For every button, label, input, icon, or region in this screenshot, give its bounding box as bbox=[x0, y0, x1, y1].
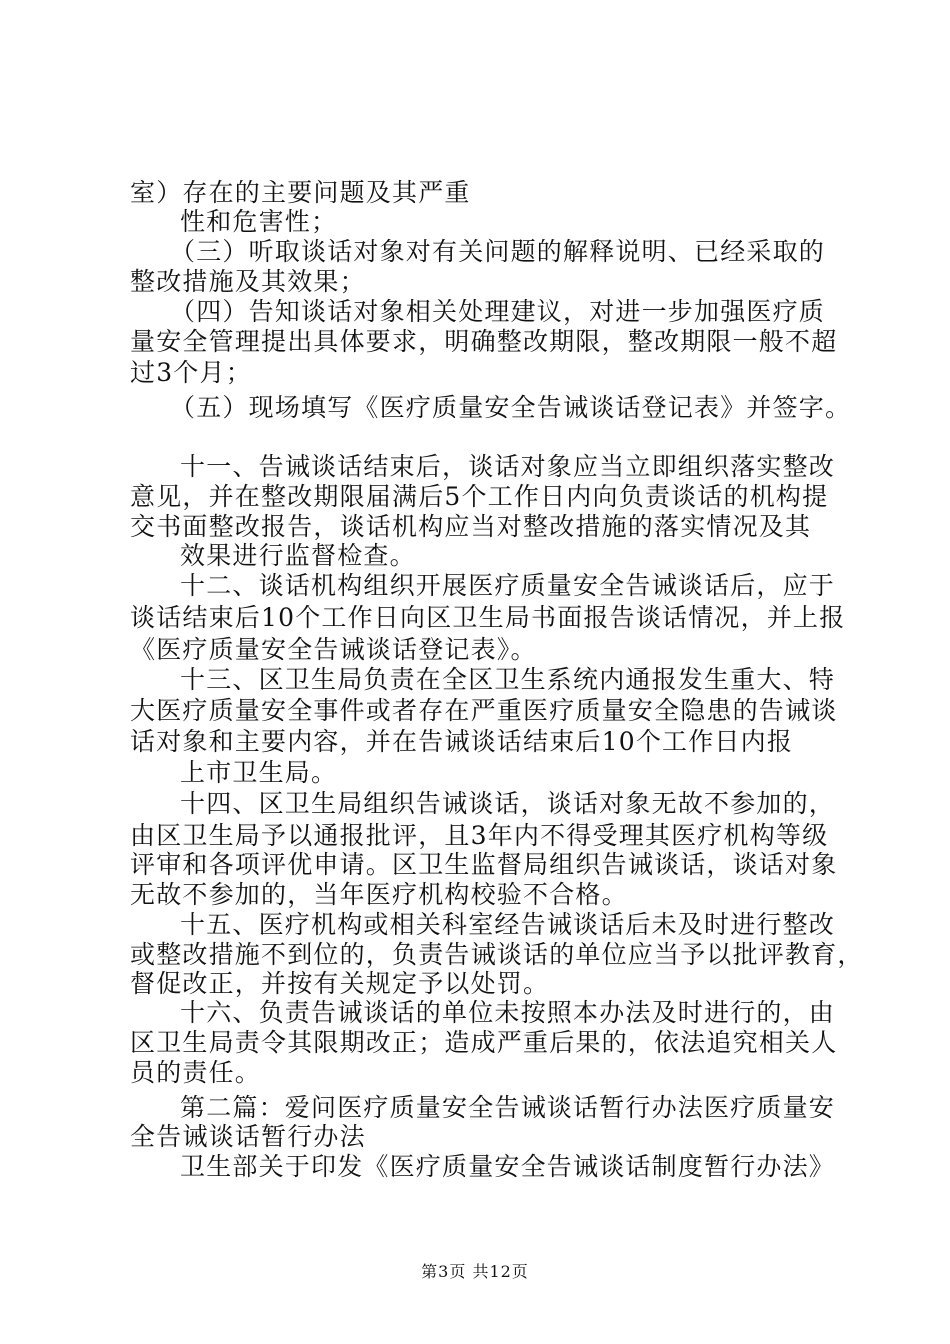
text-line: 性和危害性； bbox=[180, 207, 338, 236]
text-line: （四）告知谈话对象相关处理建议，对进一步加强医疗质 bbox=[170, 297, 826, 326]
text-line: （五）现场填写《医疗质量安全告诫谈话登记表》并签字。 bbox=[170, 393, 852, 422]
text-line: 过3个月； bbox=[130, 358, 252, 387]
text-line: 无故不参加的，当年医疗机构校验不合格。 bbox=[130, 880, 628, 909]
text-line: 效果进行监督检查。 bbox=[180, 541, 416, 570]
text-line: 第二篇：爱问医疗质量安全告诫谈话暂行办法医疗质量安 bbox=[180, 1093, 836, 1122]
text-line: 话对象和主要内容，并在告诫谈话结束后10个工作日内报 bbox=[130, 727, 794, 756]
text-line: 谈话结束后10个工作日向区卫生局书面报告谈话情况，并上报 bbox=[130, 603, 846, 632]
text-line: 上市卫生局。 bbox=[180, 758, 338, 787]
text-line: 十五、医疗机构或相关科室经告诫谈话后未及时进行整改 bbox=[180, 910, 836, 939]
text-line: 督促改正，并按有关规定予以处罚。 bbox=[130, 969, 550, 998]
text-line: 全告诫谈话暂行办法 bbox=[130, 1122, 366, 1151]
text-line: 大医疗质量安全事件或者存在严重医疗质量安全隐患的告诫谈 bbox=[130, 696, 838, 725]
text-line: 十二、谈话机构组织开展医疗质量安全告诫谈话后，应于 bbox=[180, 571, 836, 600]
text-line: 员的责任。 bbox=[130, 1058, 262, 1087]
text-line: 意见，并在整改期限届满后5个工作日内向负责谈话的机构提 bbox=[130, 482, 829, 511]
text-line: 或整改措施不到位的，负责告诫谈话的单位应当予以批评教育， bbox=[130, 940, 864, 969]
text-line: 十一、告诫谈话结束后，谈话对象应当立即组织落实整改 bbox=[180, 452, 836, 481]
text-line: 十六、负责告诫谈话的单位未按照本办法及时进行的，由 bbox=[180, 998, 836, 1027]
text-line: 量安全管理提出具体要求，明确整改期限，整改期限一般不超 bbox=[130, 327, 838, 356]
text-line: 区卫生局责令其限期改正；造成严重后果的，依法追究相关人 bbox=[130, 1028, 838, 1057]
text-line: 整改措施及其效果； bbox=[130, 267, 366, 296]
page-footer: 第3页 共12页 bbox=[421, 1262, 529, 1281]
text-line: 室）存在的主要问题及其严重 bbox=[130, 178, 471, 207]
text-line: 《医疗质量安全告诫谈话登记表》。 bbox=[130, 635, 537, 664]
text-line: 交书面整改报告，谈话机构应当对整改措施的落实情况及其 bbox=[130, 512, 812, 541]
text-line: 十三、区卫生局负责在全区卫生系统内通报发生重大、特 bbox=[180, 665, 836, 694]
text-line: 由区卫生局予以通报批评，且3年内不得受理其医疗机构等级 bbox=[130, 821, 829, 850]
text-line: （三）听取谈话对象对有关问题的解释说明、已经采取的 bbox=[170, 237, 826, 266]
text-line: 十四、区卫生局组织告诫谈话，谈话对象无故不参加的， bbox=[180, 789, 836, 818]
text-line: 卫生部关于印发《医疗质量安全告诫谈话制度暂行办法》 bbox=[180, 1152, 836, 1181]
text-line: 评审和各项评优申请。区卫生监督局组织告诫谈话，谈话对象 bbox=[130, 850, 838, 879]
